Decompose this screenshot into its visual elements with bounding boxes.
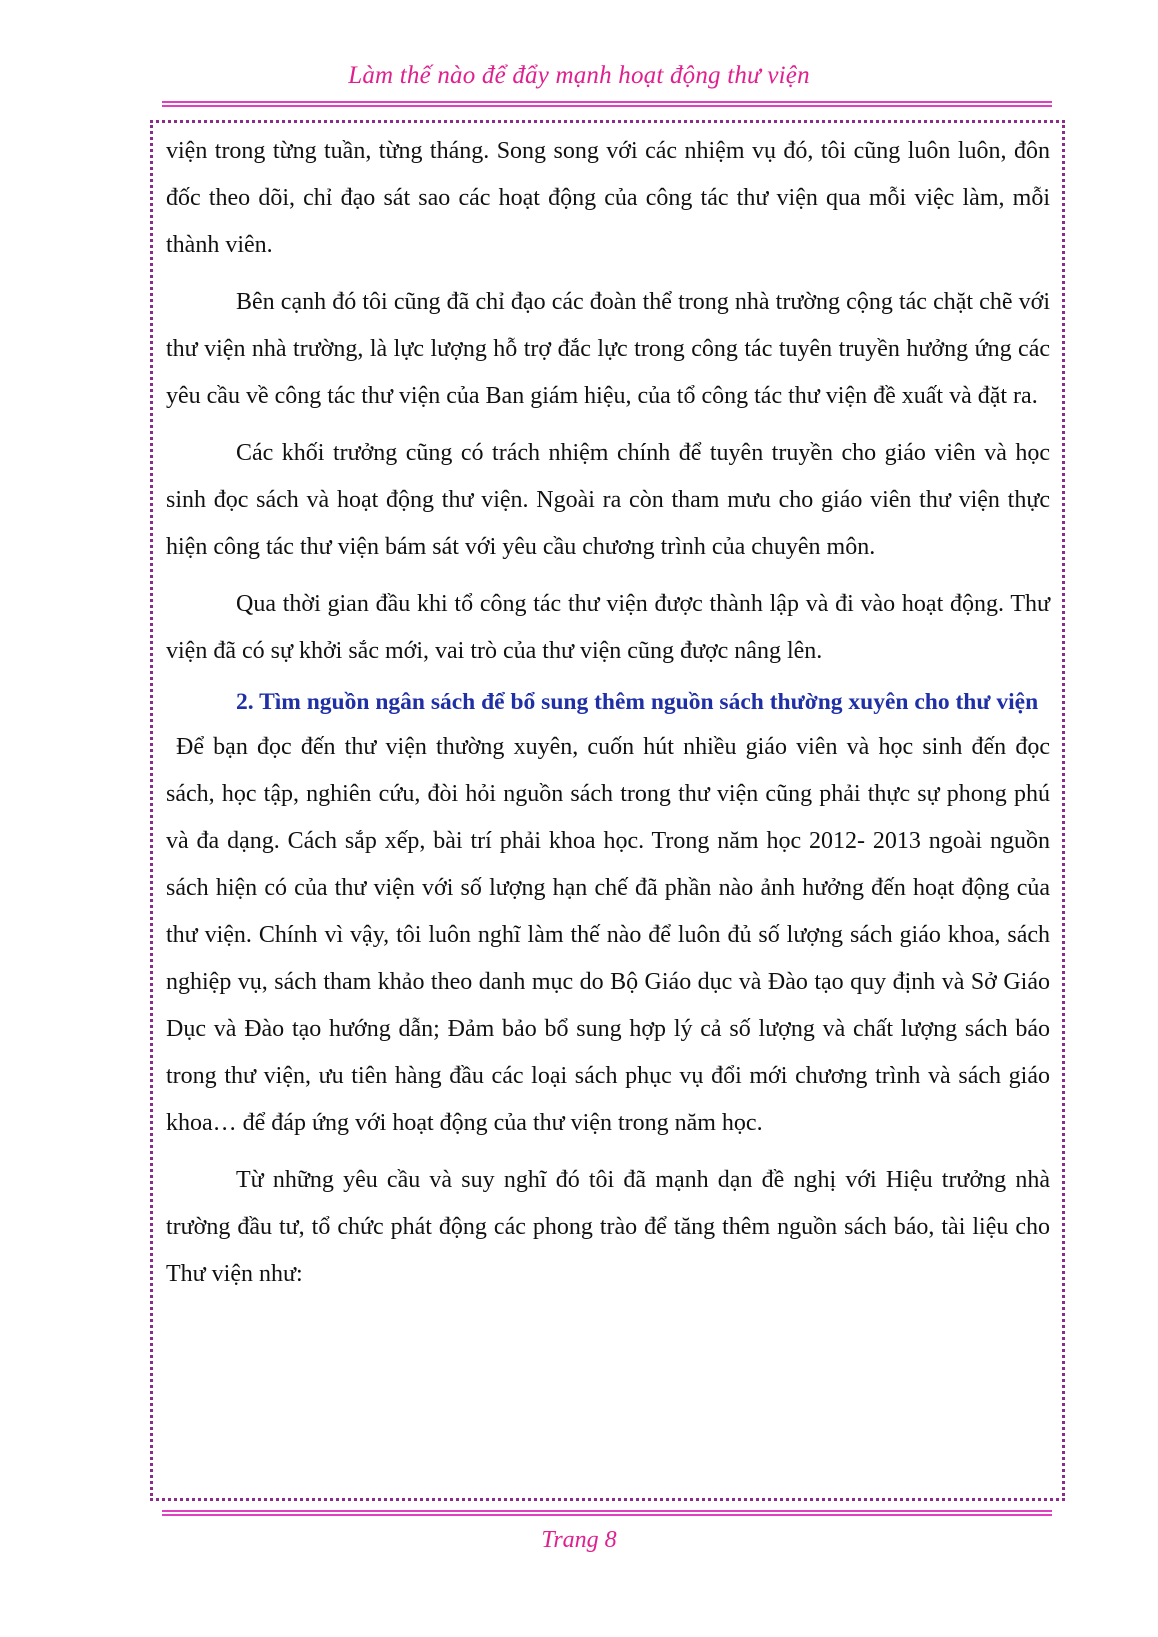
- page-number: Trang 8: [541, 1527, 617, 1553]
- paragraph-5: Để bạn đọc đến thư viện thường xuyên, cuốn hút nhiều giáo viên và học sinh đến đọc sách, học tập, nghiên cứu, đòi hỏi nguồn sách trong thư viện cũng phải thực sự phong phú và đa dạng. Cách sắp xếp, bài trí phải khoa học. Trong năm học 2012- 2013 ngoài nguồn sách hiện có của thư viện với số lượng hạn chế đã phần nào ảnh hưởng đến hoạt động của thư viện. Chính vì vậy, tôi luôn nghĩ làm thế nào để luôn đủ số lượng sách giáo khoa, sách nghiệp vụ, sách tham khảo theo danh mục do Bộ Giáo dục và Đào tạo quy định và Sở Giáo Dục và Đào tạo hướng dẫn; Đảm bảo bổ sung hợp lý cả số lượng và chất lượng sách báo trong thư viện, ưu tiên hàng đầu các loại sách phục vụ đổi mới chương trình và sách giáo khoa… để đáp ứng với hoạt động của thư viện trong năm học.: [166, 734, 1050, 1136]
- paragraph-1: viện trong từng tuần, từng tháng. Song song với các nhiệm vụ đó, tôi cũng luôn luôn, đôn đốc theo dõi, chỉ đạo sát sao các hoạt động của công tác thư viện qua mỗi việc làm, mỗi thành viên.: [166, 138, 1050, 258]
- document-body: [166, 128, 1050, 1298]
- paragraph-4: Qua thời gian đầu khi tổ công tác thư viện được thành lập và đi vào hoạt động. Thư viện đã có sự khởi sắc mới, vai trò của thư viện cũng được nâng lên.: [166, 591, 1050, 664]
- section-heading: 2. Tìm nguồn ngân sách để bổ sung thêm nguồn sách thường xuyên cho thư viện: [236, 689, 1039, 715]
- footer-divider: [162, 1510, 1052, 1516]
- page-header-title: Làm thế nào để đẩy mạnh hoạt động thư viện: [348, 62, 810, 89]
- header-divider: [162, 101, 1052, 107]
- paragraph-3: Các khối trưởng cũng có trách nhiệm chính để tuyên truyền cho giáo viên và học sinh đọc sách và hoạt động thư viện. Ngoài ra còn tham mưu cho giáo viên thư viện thực hiện công tác thư viện bám sát với yêu cầu chương trình của chuyên môn.: [166, 440, 1050, 560]
- paragraph-6: Từ những yêu cầu và suy nghĩ đó tôi đã mạnh dạn đề nghị với Hiệu trưởng nhà trường đầu tư, tổ chức phát động các phong trào để tăng thêm nguồn sách báo, tài liệu cho Thư viện như:: [166, 1167, 1050, 1287]
- paragraph-2: Bên cạnh đó tôi cũng đã chỉ đạo các đoàn thể trong nhà trường cộng tác chặt chẽ với thư viện nhà trường, là lực lượng hỗ trợ đắc lực trong công tác tuyên truyền hưởng ứng các yêu cầu về công tác thư viện của Ban giám hiệu, của tổ công tác thư viện đề xuất và đặt ra.: [166, 289, 1050, 409]
